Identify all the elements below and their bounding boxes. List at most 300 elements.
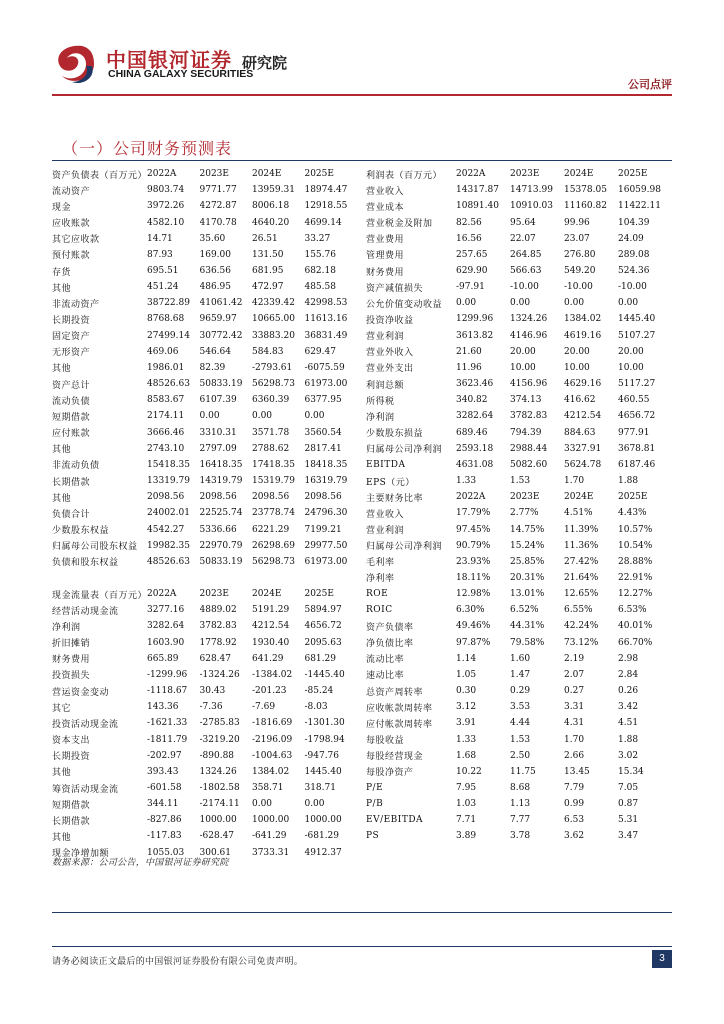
value-cell: 4542.27 xyxy=(147,524,185,535)
value-cell: 17418.35 xyxy=(251,459,295,470)
value-cell: 5.31 xyxy=(618,815,639,826)
value-cell: 3277.16 xyxy=(147,605,185,616)
value-cell: 9659.97 xyxy=(199,314,237,325)
value-cell: 10.00 xyxy=(564,362,590,373)
value-cell: 485.58 xyxy=(304,282,336,293)
year-header-cell: 2022A xyxy=(456,492,486,503)
value-cell: 2743.10 xyxy=(147,443,185,454)
year-header-cell: 2025E xyxy=(304,589,334,600)
ratio-row xyxy=(366,651,672,667)
value-cell: 3.78 xyxy=(510,831,531,842)
value-cell: 22970.79 xyxy=(199,540,243,551)
cash-flow-row xyxy=(52,731,357,747)
value-cell: 4.51% xyxy=(564,508,593,519)
value-cell: 0.00 xyxy=(199,411,220,422)
table-title-cell: 现金流量表（百万元） xyxy=(52,590,148,601)
value-cell: -1445.40 xyxy=(304,669,345,680)
row-label-cell: 投资净收益 xyxy=(366,315,414,326)
value-cell: 23778.74 xyxy=(251,508,295,519)
value-cell: 8768.68 xyxy=(147,314,185,325)
value-cell: 2098.56 xyxy=(147,492,185,503)
value-cell: 38722.89 xyxy=(147,298,190,309)
value-cell: 26298.69 xyxy=(251,540,295,551)
cash-flow-table xyxy=(52,586,357,861)
income-statement-header xyxy=(366,166,672,182)
value-cell: 0.00 xyxy=(251,799,273,810)
value-cell: 131.50 xyxy=(251,249,284,260)
ratio-row xyxy=(366,618,672,634)
row-label-cell: 应付账款 xyxy=(52,429,91,440)
year-header-cell: 2023E xyxy=(199,169,229,180)
balance-sheet-row xyxy=(52,489,357,505)
data-source-note: 数据来源：公司公告，中国银河证券研究院 xyxy=(52,858,229,868)
value-cell: 15378.05 xyxy=(564,185,607,196)
value-cell: 7.95 xyxy=(456,783,477,794)
value-cell: 0.87 xyxy=(618,799,639,810)
value-cell: 486.95 xyxy=(199,282,231,293)
row-label-cell: 长期借款 xyxy=(52,477,91,488)
value-cell: 7.71 xyxy=(456,815,477,826)
value-cell: 3310.31 xyxy=(199,427,237,438)
row-label-cell: 无形资产 xyxy=(52,348,91,359)
value-cell: 0.26 xyxy=(618,686,639,697)
value-cell: 629.90 xyxy=(456,266,488,277)
value-cell: 11160.82 xyxy=(564,201,607,212)
value-cell: -2174.11 xyxy=(199,799,240,810)
value-cell: -202.97 xyxy=(147,750,182,761)
value-cell: 6377.95 xyxy=(304,395,342,406)
value-cell: 30.43 xyxy=(199,686,226,697)
value-cell: 3782.83 xyxy=(510,411,548,422)
right-column xyxy=(366,166,672,845)
ratio-row xyxy=(366,602,672,618)
value-cell: 42998.53 xyxy=(304,298,348,309)
value-cell: 20.00 xyxy=(618,346,644,357)
balance-sheet-row xyxy=(52,295,357,311)
value-cell: 18.11% xyxy=(456,572,491,583)
value-cell: 0.27 xyxy=(564,686,585,697)
value-cell: 2.98 xyxy=(618,653,639,664)
value-cell: 584.83 xyxy=(251,346,284,357)
value-cell: 10665.00 xyxy=(251,314,295,325)
value-cell: 4699.14 xyxy=(304,217,342,228)
balance-sheet-row xyxy=(52,360,357,376)
value-cell: 1324.26 xyxy=(510,314,548,325)
value-cell: -1802.58 xyxy=(199,783,240,794)
footer-divider-top xyxy=(52,912,672,913)
page-number: 3 xyxy=(652,950,672,968)
ratio-row xyxy=(366,828,672,844)
year-header-cell: 2024E xyxy=(251,169,282,180)
row-label-cell: EV/EBITDA xyxy=(366,815,424,826)
value-cell: 17.79% xyxy=(456,508,491,519)
value-cell: 4.44 xyxy=(510,718,531,729)
year-header-cell: 2024E xyxy=(564,492,594,503)
value-cell: 10891.40 xyxy=(456,201,499,212)
cash-flow-row xyxy=(52,635,357,651)
row-label-cell: 长期借款 xyxy=(52,816,91,827)
value-cell: 26.51 xyxy=(251,233,278,244)
value-cell: 6221.29 xyxy=(251,524,290,535)
table-title-cell: 利润表（百万元） xyxy=(366,170,443,181)
value-cell: 1.03 xyxy=(456,799,477,810)
value-cell: 18974.47 xyxy=(304,185,348,196)
row-label-cell: 营业利润 xyxy=(366,332,405,343)
value-cell: 358.71 xyxy=(251,783,284,794)
value-cell: 6.55% xyxy=(564,605,593,616)
value-cell: 3.47 xyxy=(618,831,639,842)
value-cell: 56298.73 xyxy=(251,556,295,567)
value-cell: 2098.56 xyxy=(199,492,237,503)
value-cell: 0.00 xyxy=(304,799,325,810)
row-label-cell: 营运资金变动 xyxy=(52,687,110,698)
value-cell: 5894.97 xyxy=(304,605,342,616)
value-cell: 29977.50 xyxy=(304,540,348,551)
value-cell: -3219.20 xyxy=(199,734,240,745)
value-cell: 16418.35 xyxy=(199,459,243,470)
balance-sheet-row xyxy=(52,425,357,441)
value-cell: 5336.66 xyxy=(199,524,237,535)
row-label-cell: 现金 xyxy=(52,202,72,213)
cash-flow-row xyxy=(52,796,357,812)
value-cell: 14319.79 xyxy=(199,476,243,487)
row-label-cell: 少数股东损益 xyxy=(366,429,424,440)
ratio-header xyxy=(366,489,672,505)
value-cell: 344.11 xyxy=(147,799,179,810)
value-cell: 4912.37 xyxy=(304,847,342,858)
value-cell: 4656.72 xyxy=(304,621,342,632)
value-cell: 23.07 xyxy=(564,233,590,244)
value-cell: 524.36 xyxy=(618,266,650,277)
value-cell: 0.00 xyxy=(564,298,585,309)
value-cell: 276.80 xyxy=(564,249,596,260)
income-statement-row xyxy=(366,247,672,263)
value-cell: 2988.44 xyxy=(510,443,548,454)
value-cell: 1384.02 xyxy=(564,314,602,325)
year-header-cell: 2022A xyxy=(456,169,486,180)
value-cell: 18418.35 xyxy=(304,459,348,470)
value-cell: -2785.83 xyxy=(199,718,240,729)
value-cell: 99.96 xyxy=(564,217,590,228)
value-cell: -641.29 xyxy=(251,831,287,842)
balance-sheet-row xyxy=(52,231,357,247)
value-cell: 14713.99 xyxy=(510,185,553,196)
cash-flow-row xyxy=(52,715,357,731)
value-cell: 14.71 xyxy=(147,233,173,244)
value-cell: -201.23 xyxy=(251,686,287,697)
row-label-cell: 应收帐款周转率 xyxy=(366,703,433,714)
row-label-cell: EPS（元） xyxy=(366,477,415,488)
disclaimer-text: 请务必阅读正文最后的中国银河证券股份有限公司免责声明。 xyxy=(52,957,304,967)
value-cell: 13959.31 xyxy=(251,185,295,196)
value-cell: 977.91 xyxy=(618,427,650,438)
value-cell: 13.01% xyxy=(510,589,545,600)
brand-name-cn: 中国银河证券 xyxy=(106,48,232,72)
value-cell: 1.53 xyxy=(510,476,531,487)
balance-sheet-table xyxy=(52,166,357,570)
value-cell: -7.69 xyxy=(251,702,276,713)
income-statement-row xyxy=(366,441,672,457)
value-cell: 1.53 xyxy=(510,734,531,745)
value-cell: 73.12% xyxy=(564,637,599,648)
row-label-cell: PS xyxy=(366,831,380,842)
value-cell: 682.18 xyxy=(304,266,336,277)
balance-sheet-row xyxy=(52,473,357,489)
value-cell: 1445.40 xyxy=(618,314,656,325)
value-cell: -8.03 xyxy=(304,702,328,713)
value-cell: 3.62 xyxy=(564,831,585,842)
value-cell: -1299.96 xyxy=(147,669,188,680)
row-label-cell: 净利润 xyxy=(366,412,395,423)
row-label-cell: 其他 xyxy=(52,283,72,294)
value-cell: 1.68 xyxy=(456,750,477,761)
value-cell: 4619.16 xyxy=(564,330,602,341)
value-cell: 3.02 xyxy=(618,750,639,761)
income-statement-row xyxy=(366,263,672,279)
value-cell: 1055.03 xyxy=(147,847,185,858)
balance-sheet-row xyxy=(52,279,357,295)
value-cell: 4656.72 xyxy=(618,411,656,422)
value-cell: 451.24 xyxy=(147,282,179,293)
row-label-cell: 流动比率 xyxy=(366,655,405,666)
value-cell: 3782.83 xyxy=(199,621,237,632)
value-cell: -1384.02 xyxy=(251,669,293,680)
value-cell: -601.58 xyxy=(147,783,182,794)
value-cell: 6.52% xyxy=(510,605,539,616)
row-label-cell: P/E xyxy=(366,783,384,794)
row-label-cell: 资本支出 xyxy=(52,736,91,747)
value-cell: 10910.03 xyxy=(510,201,553,212)
value-cell: -2793.61 xyxy=(251,362,293,373)
research-institute-label: 研究院 xyxy=(242,54,288,72)
balance-sheet-row xyxy=(52,182,357,198)
balance-sheet-row xyxy=(52,311,357,327)
year-header-cell: 2024E xyxy=(564,169,594,180)
row-label-cell: 预付账款 xyxy=(52,251,91,262)
income-statement-table xyxy=(366,166,672,489)
ratio-row xyxy=(366,554,672,570)
row-label-cell: 长期投资 xyxy=(52,752,91,763)
brand-name-en: CHINA GALAXY SECURITIES xyxy=(108,68,254,80)
value-cell: 340.82 xyxy=(456,395,488,406)
value-cell: 665.89 xyxy=(147,653,179,664)
balance-sheet-row xyxy=(52,247,357,263)
value-cell: 7.77 xyxy=(510,815,531,826)
value-cell: 8006.18 xyxy=(251,201,290,212)
value-cell: 104.39 xyxy=(618,217,650,228)
value-cell: 42.24% xyxy=(564,621,599,632)
value-cell: 6.53 xyxy=(564,815,585,826)
value-cell: 7.79 xyxy=(564,783,585,794)
row-label-cell: 资产总计 xyxy=(52,380,91,391)
value-cell: -1816.69 xyxy=(251,718,293,729)
ratio-row xyxy=(366,538,672,554)
value-cell: 21.60 xyxy=(456,346,482,357)
value-cell: 41061.42 xyxy=(199,298,243,309)
value-cell: 44.31% xyxy=(510,621,545,632)
left-column xyxy=(52,166,357,861)
row-label-cell: 折旧摊销 xyxy=(52,639,91,650)
row-label-cell: 固定资产 xyxy=(52,332,91,343)
value-cell: 1.33 xyxy=(456,476,477,487)
value-cell: 469.06 xyxy=(147,346,179,357)
value-cell: 4156.96 xyxy=(510,379,548,390)
value-cell: 24002.01 xyxy=(147,508,190,519)
table-title-cell: 主要财务比率 xyxy=(366,493,424,504)
value-cell: 7.05 xyxy=(618,783,639,794)
value-cell: 87.93 xyxy=(147,249,173,260)
value-cell: 3.31 xyxy=(564,702,585,713)
value-cell: 1.88 xyxy=(618,734,639,745)
value-cell: 5117.27 xyxy=(618,379,656,390)
value-cell: 61973.00 xyxy=(304,556,348,567)
value-cell: 472.97 xyxy=(251,282,284,293)
row-label-cell: 营业收入 xyxy=(366,186,405,197)
row-label-cell: 资产负债率 xyxy=(366,622,414,633)
income-statement-row xyxy=(366,425,672,441)
value-cell: 3282.64 xyxy=(147,621,185,632)
value-cell: -2196.09 xyxy=(251,734,293,745)
value-cell: 0.30 xyxy=(456,686,477,697)
row-label-cell: 营业外支出 xyxy=(366,364,414,375)
ratio-row xyxy=(366,796,672,812)
value-cell: 82.56 xyxy=(456,217,482,228)
value-cell: 1.70 xyxy=(564,734,585,745)
value-cell: 35.60 xyxy=(199,233,226,244)
value-cell: 4170.78 xyxy=(199,217,237,228)
value-cell: 2095.63 xyxy=(304,637,342,648)
income-statement-row xyxy=(366,231,672,247)
value-cell: 2788.62 xyxy=(251,443,290,454)
row-label-cell: 利润总额 xyxy=(366,380,405,391)
value-cell: 3.42 xyxy=(618,702,639,713)
value-cell: 0.00 xyxy=(304,411,325,422)
value-cell: 1324.26 xyxy=(199,766,237,777)
value-cell: 6.30% xyxy=(456,605,485,616)
value-cell: 374.13 xyxy=(510,395,542,406)
income-statement-row xyxy=(366,473,672,489)
value-cell: 11.96 xyxy=(456,362,482,373)
row-label-cell: P/B xyxy=(366,799,384,810)
income-statement-row xyxy=(366,408,672,424)
value-cell: 1299.96 xyxy=(456,314,494,325)
value-cell: 14317.87 xyxy=(456,185,499,196)
row-label-cell: 营业税金及附加 xyxy=(366,219,433,230)
income-statement-row xyxy=(366,295,672,311)
value-cell: -85.24 xyxy=(304,686,334,697)
balance-sheet-row xyxy=(52,457,357,473)
row-label-cell: ROIC xyxy=(366,605,393,616)
value-cell: 15319.79 xyxy=(251,476,295,487)
value-cell: 6.53% xyxy=(618,605,647,616)
value-cell: 1986.01 xyxy=(147,362,185,373)
row-label-cell: 速动比率 xyxy=(366,671,405,682)
row-label-cell: 短期借款 xyxy=(52,800,91,811)
value-cell: 97.87% xyxy=(456,637,491,648)
value-cell: 49.46% xyxy=(456,621,491,632)
ratio-row xyxy=(366,699,672,715)
report-type-label: 公司点评 xyxy=(628,78,672,91)
row-label-cell: 每股经营现金 xyxy=(366,752,424,763)
value-cell: 23.93% xyxy=(456,556,491,567)
financial-ratios-table xyxy=(366,489,672,844)
income-statement-row xyxy=(366,214,672,230)
value-cell: 300.61 xyxy=(199,847,231,858)
cash-flow-row xyxy=(52,699,357,715)
value-cell: 8.68 xyxy=(510,783,531,794)
balance-sheet-row xyxy=(52,505,357,521)
section-divider xyxy=(52,160,672,161)
value-cell: 25.85% xyxy=(510,556,545,567)
cash-flow-row xyxy=(52,764,357,780)
value-cell: -1621.33 xyxy=(147,718,188,729)
value-cell: 24796.30 xyxy=(304,508,348,519)
value-cell: 11613.16 xyxy=(304,314,348,325)
row-label-cell: 每股净资产 xyxy=(366,768,414,779)
row-label-cell: 少数股东权益 xyxy=(52,526,110,537)
row-label-cell: 应付帐款周转率 xyxy=(366,719,433,730)
value-cell: 6187.46 xyxy=(618,459,656,470)
row-label-cell: 筹资活动现金流 xyxy=(52,784,119,795)
row-label-cell: 投资损失 xyxy=(52,671,91,682)
value-cell: 4.31 xyxy=(564,718,585,729)
section-title: （一）公司财务预测表 xyxy=(62,139,233,158)
year-header-cell: 2022A xyxy=(147,169,177,180)
value-cell: -1004.63 xyxy=(251,750,293,761)
value-cell: 143.36 xyxy=(147,702,179,713)
row-label-cell: 其它 xyxy=(52,703,72,714)
value-cell: 11.36% xyxy=(564,540,599,551)
value-cell: 15.24% xyxy=(510,540,545,551)
value-cell: 0.99 xyxy=(564,799,585,810)
value-cell: 9803.74 xyxy=(147,185,185,196)
value-cell: 3282.64 xyxy=(456,411,494,422)
value-cell: 0.00 xyxy=(618,298,639,309)
value-cell: 16319.79 xyxy=(304,476,348,487)
year-header-cell: 2025E xyxy=(304,169,334,180)
value-cell: 4629.16 xyxy=(564,379,602,390)
value-cell: 416.62 xyxy=(564,395,596,406)
value-cell: 4889.02 xyxy=(199,605,237,616)
value-cell: 42339.42 xyxy=(251,298,295,309)
balance-sheet-row xyxy=(52,344,357,360)
value-cell: 10.57% xyxy=(618,524,653,535)
value-cell: 13319.79 xyxy=(147,476,190,487)
value-cell: 90.79% xyxy=(456,540,491,551)
row-label-cell: 营业外收入 xyxy=(366,348,414,359)
value-cell: 48526.63 xyxy=(147,556,190,567)
value-cell: 12.65% xyxy=(564,589,599,600)
income-statement-row xyxy=(366,360,672,376)
row-label-cell: 负债合计 xyxy=(52,509,91,520)
value-cell: 4272.87 xyxy=(199,201,237,212)
year-header-cell: 2023E xyxy=(510,492,540,503)
cash-flow-row xyxy=(52,683,357,699)
value-cell: 12.98% xyxy=(456,589,491,600)
value-cell: 82.39 xyxy=(199,362,226,373)
cash-flow-row xyxy=(52,667,357,683)
value-cell: 97.45% xyxy=(456,524,491,535)
page-header xyxy=(0,0,724,110)
cash-flow-row xyxy=(52,602,357,618)
value-cell: 9771.77 xyxy=(199,185,237,196)
value-cell: 1445.40 xyxy=(304,766,342,777)
balance-sheet-row xyxy=(52,408,357,424)
year-header-cell: 2022A xyxy=(147,589,177,600)
row-label-cell: 归属母公司净利润 xyxy=(366,542,443,553)
ratio-row xyxy=(366,812,672,828)
value-cell: 10.00 xyxy=(510,362,536,373)
